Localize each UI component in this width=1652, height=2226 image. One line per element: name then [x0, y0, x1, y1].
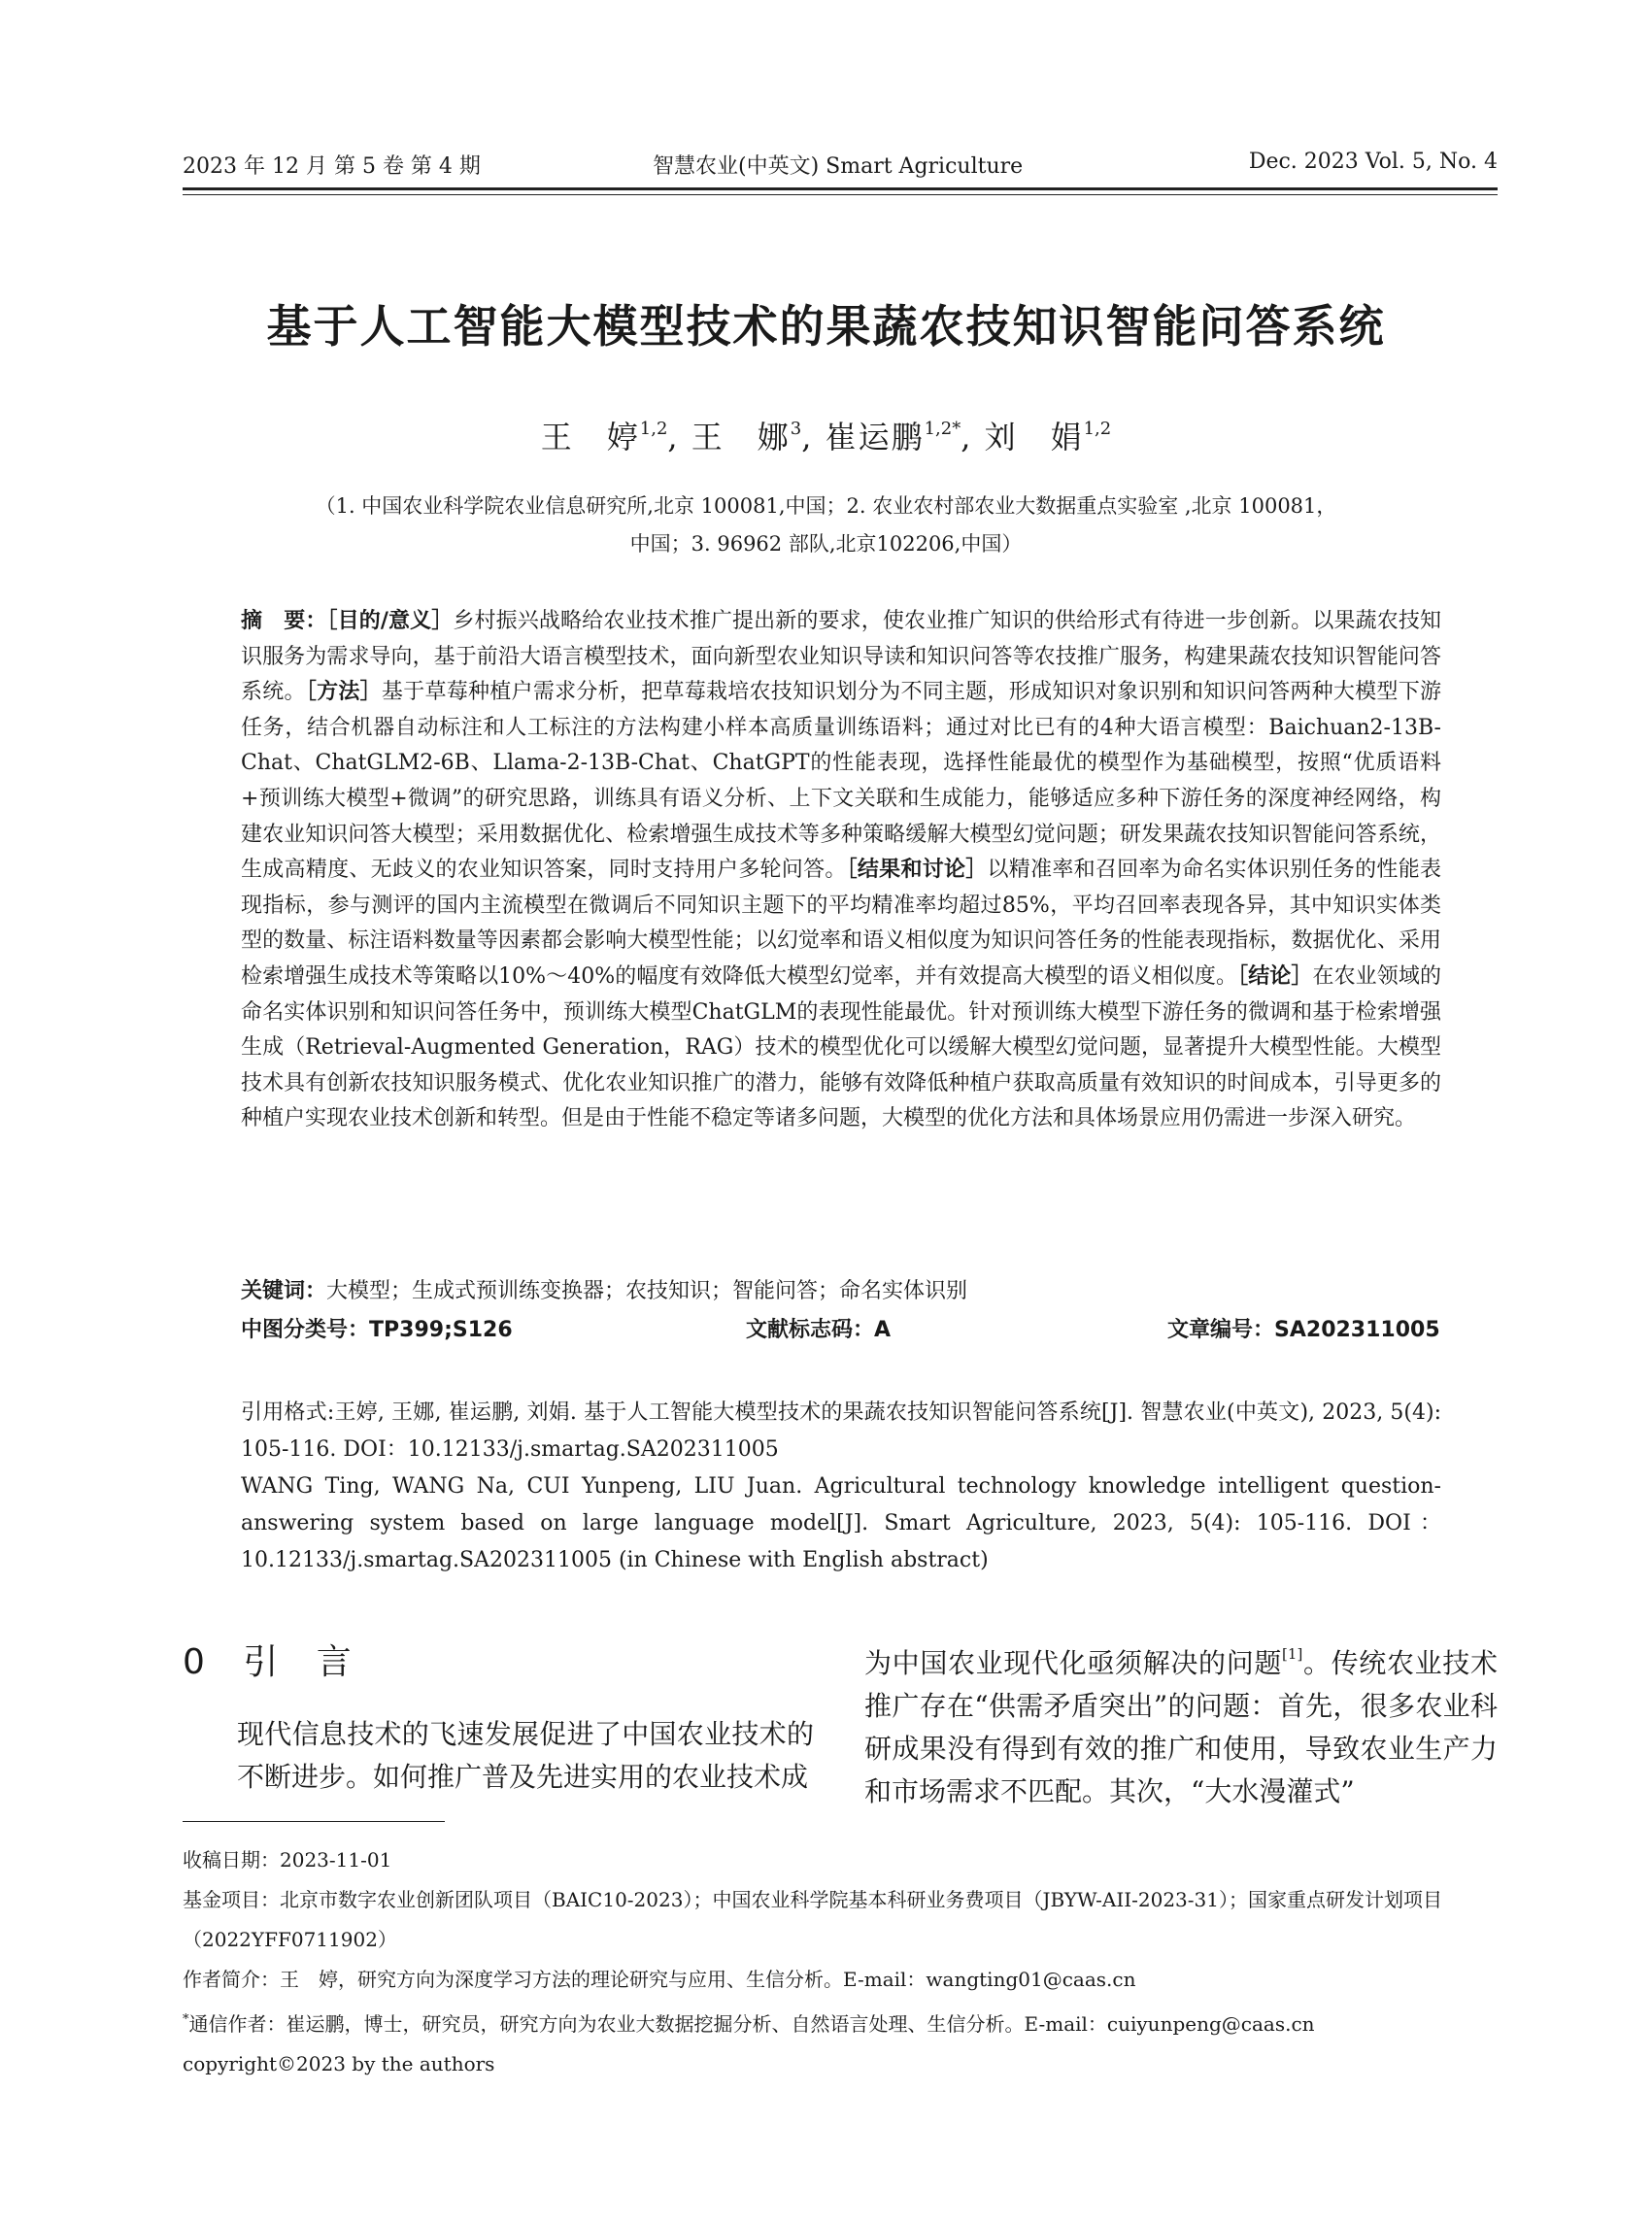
keywords-text: 大模型；生成式预训练变换器；农技知识；智能问答；命名实体识别 [326, 1279, 968, 1303]
paper-title: 基于人工智能大模型技术的果蔬农技知识智能问答系统 [266, 300, 1386, 353]
running-header-right: Dec. 2023 Vol. 5, No. 4 [1248, 150, 1498, 174]
body-paragraph: 现代信息技术的飞速发展促进了中国农业技术的不断进步。如何推广普及先进实用的农业技术成 [237, 1718, 814, 1793]
body-text: 为中国农业现代化亟须解决的问题 [864, 1647, 1283, 1679]
body-column-right [864, 1633, 1498, 1813]
author-affiliation-mark: 1,2 [639, 419, 668, 439]
corresponding-author [183, 2000, 1498, 2044]
abstract-section-label: ［结果和讨论］ [846, 858, 988, 883]
running-header-journal: 智慧农业(中英文) Smart Agriculture [653, 154, 1024, 179]
funding-note: 基金项目：北京市数字农业创新团队项目（BAIC10-2023）；中国农业科学院基本科研业务费项目（JBYW-AII-2023-31）；国家重点研发计划项目（2022YFF0711902） [183, 1888, 1442, 1951]
article-number-value: SA202311005 [1274, 1318, 1440, 1342]
citation-block [241, 1395, 1441, 1579]
author-name: 王 娜 [691, 419, 791, 455]
section-heading: 0 引 言 [183, 1642, 365, 1682]
author-intro: 作者简介：王 婷，研究方向为深度学习方法的理论研究与应用、生信分析。E-mail：wangting01@caas.cn [183, 1968, 1136, 1991]
body-column-left [183, 1713, 814, 1799]
copyright-note: copyright©2023 by the authors [183, 2052, 495, 2075]
abstract-section-label: ［结论］ [1237, 963, 1313, 989]
abstract-text: 乡村振兴战略给农业技术推广提出新的要求，使农业推广知识的供给形式有待进一步创新。以果蔬农技知识服务为需求导向，基于前沿大语言模型技术，面向新型农业知识导读和知识问答等农技推广服务，构建果蔬农技知识智能问答系统。 [241, 609, 1441, 705]
author-list: 王 婷$^{1,2}$, 王 娜$^3$, 崔运鹏$^{1,2*}$, 刘 娟$^{1,2}$ [540, 419, 1112, 455]
author-name: 刘 娟 [984, 419, 1084, 455]
corresponding-author-text: 通信作者：崔运鹏，博士，研究员，研究方向为农业大数据挖掘分析、自然语言处理、生信分析。E-mail：cuiyunpeng@caas.cn [188, 2012, 1315, 2036]
header-rule-thick [183, 187, 1498, 190]
citation-english: WANG Ting, WANG Na, CUI Yunpeng, LIU Juan. Agricultural technology knowledge intelligent question-answering system based on large language model[J]. Smart Agriculture, 2023, 5(4): 105-116. DOI：10.12133/j.smartag.SA202311005 (in Chinese with English abstract) [241, 1474, 1441, 1572]
clc-value: TP399;S126 [369, 1318, 513, 1342]
footnotes [183, 1840, 1498, 2084]
author-affiliation-mark: 1,2 [1083, 419, 1112, 439]
affiliation-line: 中国；3. 96962 部队,北京102206,中国） [629, 532, 1023, 556]
clc-label: 中图分类号： [241, 1318, 370, 1342]
abstract-text: 以精准率和召回率为命名实体识别任务的性能表现指标，参与测评的国内主流模型在微调后不同知识主题下的平均精准率均超过85%，平均召回率表现各异，其中知识实体类型的数量、标注语料数量等因素都会影响大模型性能；以幻觉率和语义相似度为知识问答任务的性能表现指标，数据优化、采用检索增强生成技术等策略以10%～40%的幅度有效降低大模型幻觉率，并有效提高大模型的语义相似度。 [241, 858, 1441, 989]
abstract-text: 在农业领域的命名实体识别和知识问答任务中，预训练大模型ChatGLM的表现性能最优。针对预训练大模型下游任务的微调和基于检索增强生成（Retrieval-Augmented Generation，RAG）技术的模型优化可以缓解大模型幻觉问题，显著提升大模型性能。大模型技术具有创新农技知识服务模式、优化农业知识推广的潜力，能够有效降低种植户获取高质量有效知识的时间成本，引导更多的种植户实现农业技术创新和转型。但是由于性能不稳定等诸多问题，大模型的优化方法和具体场景应用仍需进一步深入研究。 [241, 963, 1441, 1131]
keywords [241, 1274, 967, 1304]
abstract [241, 604, 1441, 1137]
author-name: 王 婷 [540, 419, 640, 455]
abstract-label: 摘 要： [241, 609, 327, 633]
author-name: 崔运鹏 [825, 419, 925, 455]
doc-code-value: A [874, 1318, 892, 1342]
article-number-label: 文章编号： [1167, 1318, 1275, 1342]
keywords-label: 关键词： [241, 1279, 327, 1303]
reference-mark[interactable]: [1] [1282, 1645, 1303, 1663]
citation-chinese: 引用格式:王婷, 王娜, 崔运鹏, 刘娟. 基于人工智能大模型技术的果蔬农技知识智能问答系统[J]. 智慧农业(中英文), 2023, 5(4): 105-116. DOI：10.12133/j.smartag.SA202311005 [241, 1400, 1441, 1462]
header-rule-thin [183, 194, 1498, 195]
received-date: 收稿日期：2023-11-01 [183, 1848, 392, 1872]
author-affiliation-mark: 1,2* [924, 419, 961, 439]
body-text: 。传统农业技术推广存在“供需矛盾突出”的问题：首先，很多农业科研成果没有得到有效的推广和使用，导致农业生产力和市场需求不匹配。其次，“大水漫灌式” [864, 1647, 1498, 1807]
document-code [746, 1313, 891, 1343]
corresponding-mark: * [183, 2012, 189, 2027]
abstract-section-label: ［目的/意义］ [326, 609, 454, 633]
abstract-text: 基于草莓种植户需求分析，把草莓栽培农技知识划分为不同主题，形成知识对象识别和知识问答两种大模型下游任务，结合机器自动标注和人工标注的方法构建小样本高质量训练语料；通过对比已有的4种大语言模型：Baichuan2-13B-Chat、ChatGLM2-6B、Llama-2-13B-Chat、ChatGPT的性能表现，选择性能最优的模型作为基础模型，按照“优质语料+预训练大模型+微调”的研究思路，训练具有语义分析、上下文关联和生成能力，能够适应多种下游任务的深度神经网络，构建农业知识问答大模型；采用数据优化、检索增强生成技术等多种策略缓解大模型幻觉问题；研发果蔬农技知识智能问答系统，生成高精度、无歧义的农业知识答案，同时支持用户多轮问答。 [241, 680, 1441, 883]
affiliation-line: （1. 中国农业科学院农业信息研究所,北京 100081,中国；2. 农业农村部农业大数据重点实验室 ,北京 100081， [315, 494, 1337, 518]
footnote-rule [183, 1821, 445, 1822]
author-affiliation-mark: 3 [790, 419, 802, 439]
doc-code-label: 文献标志码： [746, 1318, 875, 1342]
clc-number [241, 1313, 513, 1343]
running-header-left: 2023 年 12 月 第 5 卷 第 4 期 [183, 154, 481, 179]
article-number [1167, 1313, 1440, 1343]
abstract-section-label: ［方法］ [305, 680, 382, 705]
